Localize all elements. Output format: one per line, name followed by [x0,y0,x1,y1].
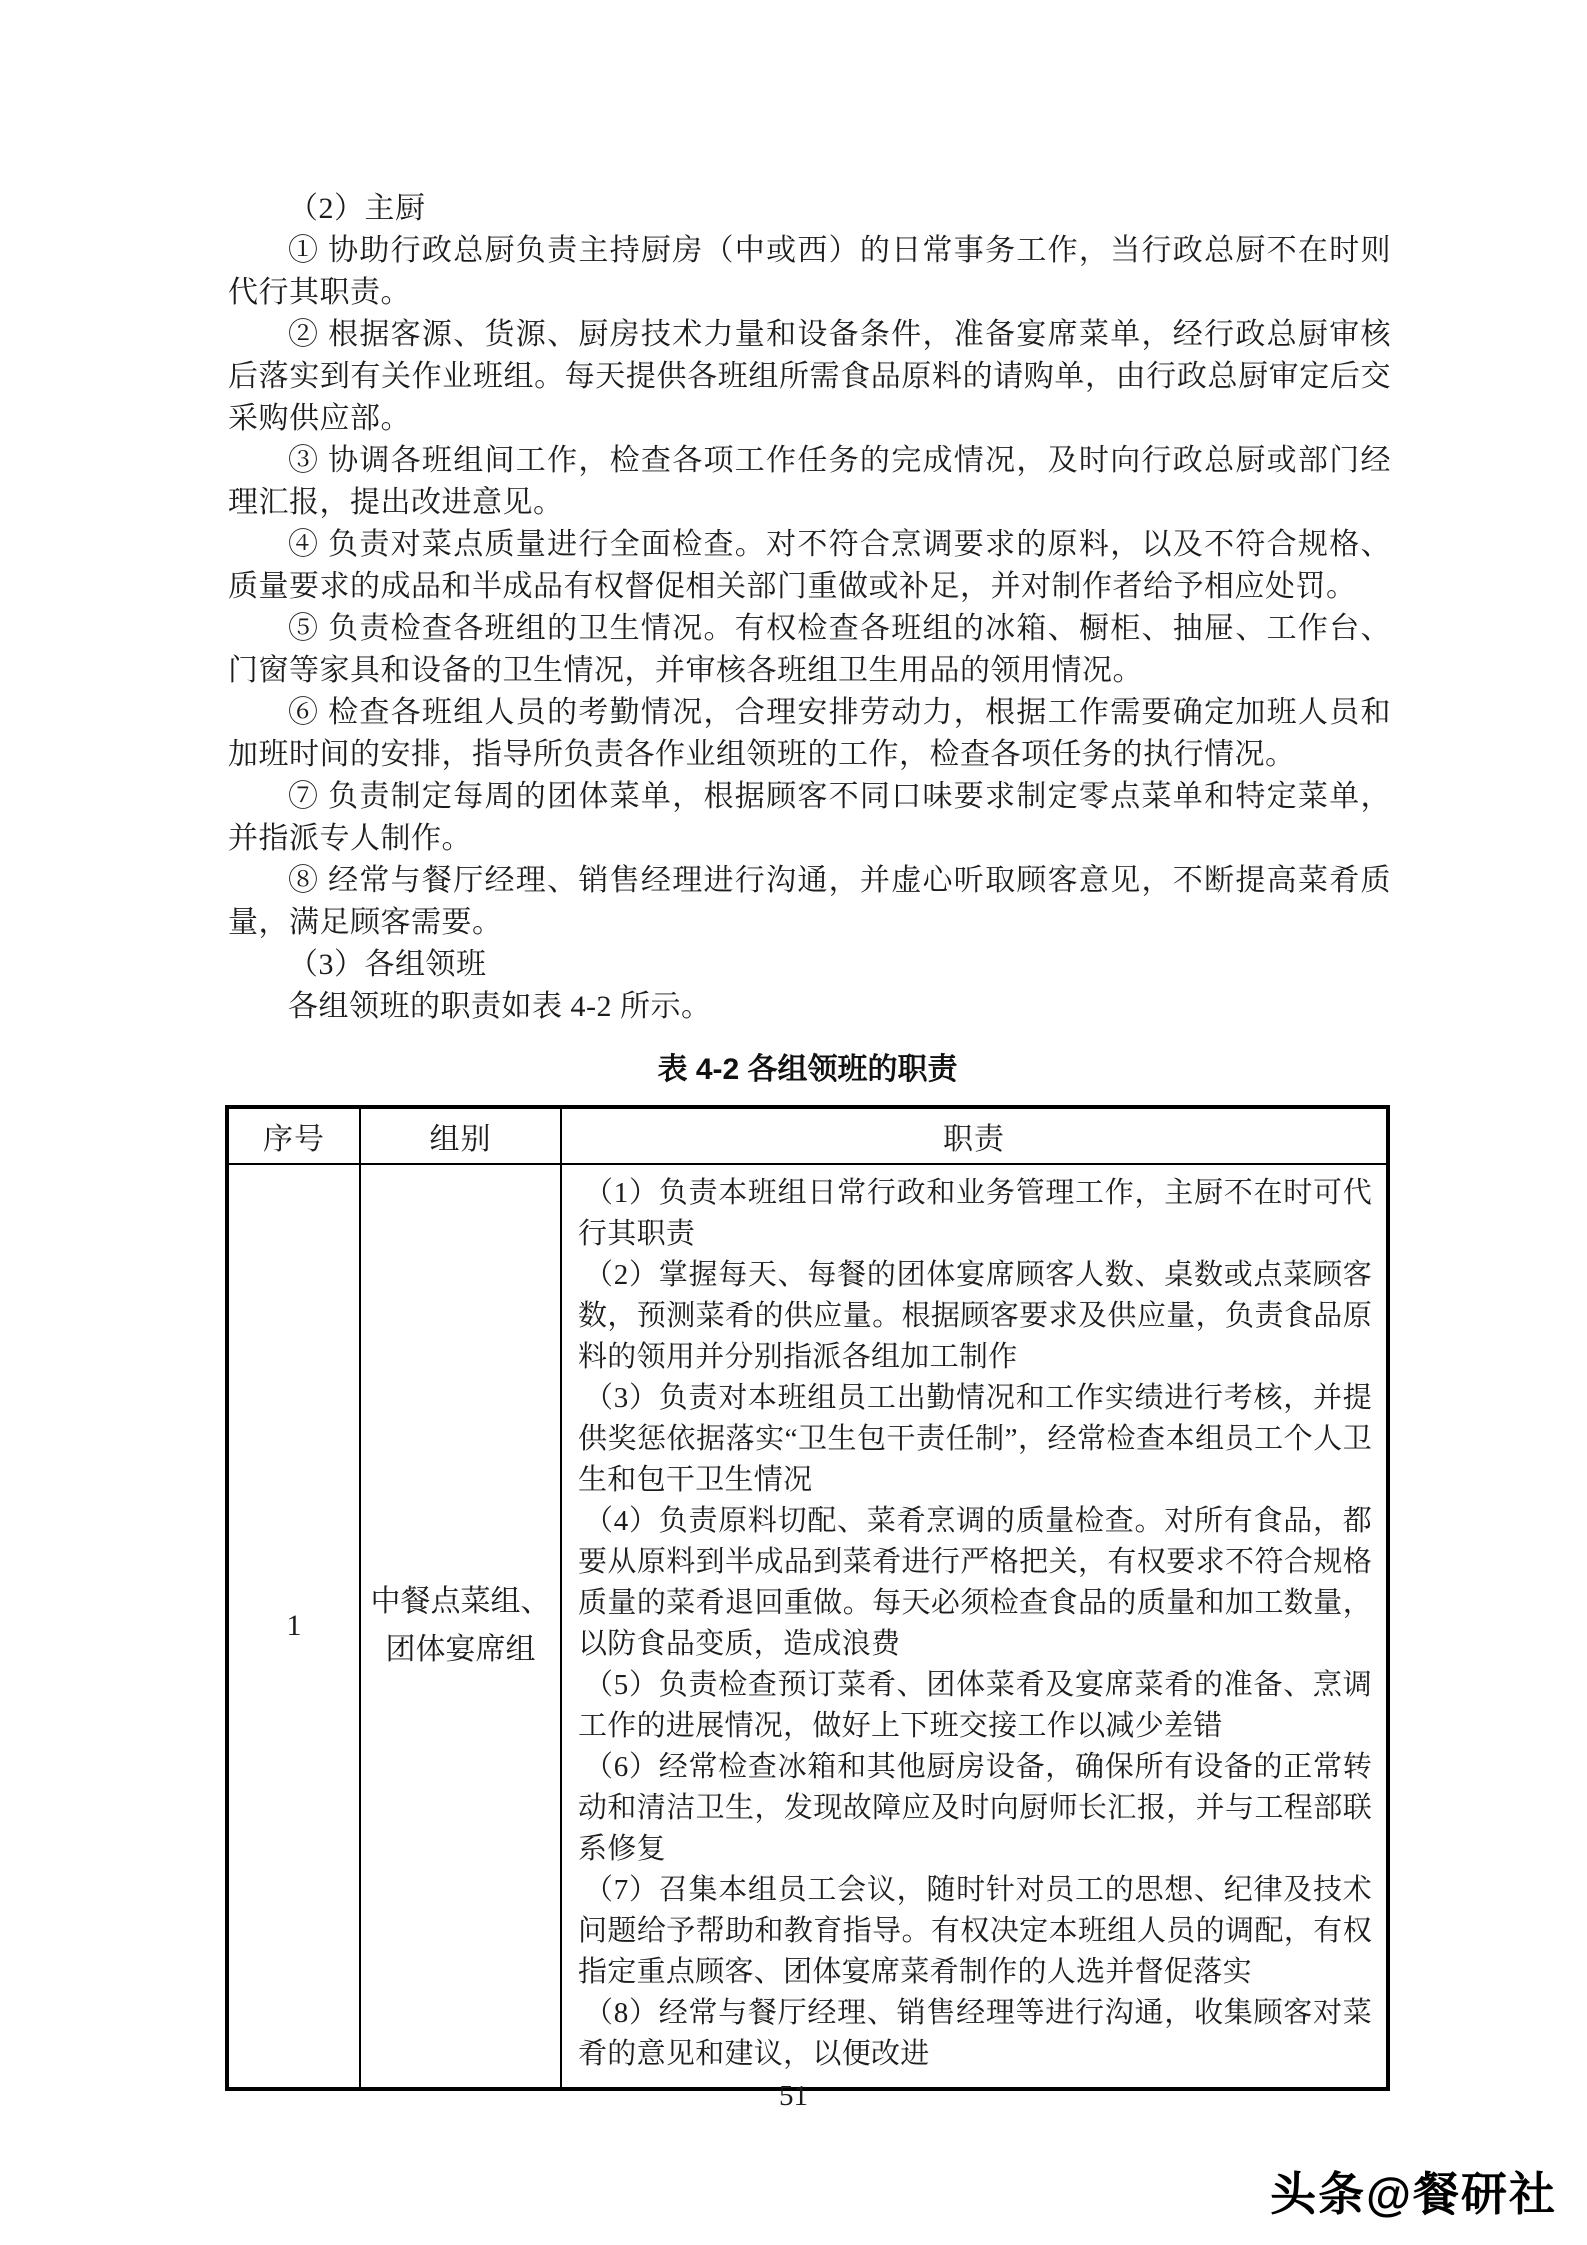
page-number: 51 [779,2080,808,2112]
paragraph: ① 协助行政总厨负责主持厨房（中或西）的日常事务工作，当行政总厨不在时则代行其职责。 [228,234,1391,309]
body-text [228,188,1391,1028]
paragraph: ⑦ 负责制定每周的团体菜单，根据顾客不同口味要求制定零点菜单和特定菜单，并指派专人制作。 [228,780,1391,855]
col-header-duty: 职责 [561,1107,1388,1164]
paragraph: ③ 协调各班组间工作，检查各项工作任务的完成情况，及时向行政总厨或部门经理汇报，提出改进意见。 [228,444,1391,519]
paragraph: ④ 负责对菜点质量进行全面检查。对不符合烹调要求的原料，以及不符合规格、质量要求的成品和半成品有权督促相关部门重做或补足，并对制作者给予相应处罚。 [228,528,1391,603]
table-row [227,1164,1388,2089]
table-caption: 表 4-2 各组领班的职责 [657,1053,958,1086]
col-header-index: 序号 [227,1107,360,1164]
duty-item: （5）负责检查预订菜肴、团体菜肴及宴席菜肴的准备、烹调工作的进展情况，做好上下班交接工作以减少差错 [578,1669,1372,1742]
duty-item: （3）负责对本班组员工出勤情况和工作实绩进行考核，并提供奖惩依据落实“卫生包干责任制”，经常检查本组员工个人卫生和包干卫生情况 [578,1382,1372,1496]
paragraph: （2）主厨 [288,192,426,225]
duty-item: （1）负责本班组日常行政和业务管理工作，主厨不在时可代行其职责 [578,1177,1372,1250]
group-line: 中餐点菜组、 [370,1585,551,1618]
duties-table [225,1105,1390,2091]
paragraph: （3）各组领班 [288,948,487,981]
paragraph: ⑤ 负责检查各班组的卫生情况。有权检查各班组的冰箱、橱柜、抽屉、工作台、门窗等家具和设备的卫生情况，并审核各班组卫生用品的领用情况。 [228,612,1391,687]
paragraph: ⑧ 经常与餐厅经理、销售经理进行沟通，并虚心听取顾客意见，不断提高菜肴质量，满足顾客需要。 [228,864,1391,939]
duty-item: （4）负责原料切配、菜肴烹调的质量检查。对所有食品，都要从原料到半成品到菜肴进行严格把关，有权要求不符合规格质量的菜肴退回重做。每天必须检查食品的质量和加工数量，以防食品变质，造成浪费 [578,1505,1372,1660]
group-cell [360,1164,561,2089]
paragraph: ② 根据客源、货源、厨房技术力量和设备条件，准备宴席菜单，经行政总厨审核后落实到有关作业班组。每天提供各班组所需食品原料的请购单，由行政总厨审定后交采购供应部。 [228,318,1391,435]
col-header-group: 组别 [360,1107,561,1164]
duties-cell [561,1164,1388,2089]
table-header-row [227,1107,1388,1164]
duty-item: （8）经常与餐厅经理、销售经理等进行沟通，收集顾客对菜肴的意见和建议，以便改进 [578,1997,1372,2070]
row-index-cell: 1 [227,1164,360,2089]
watermark: 头条@餐研社 [1270,2168,1557,2220]
duty-item: （6）经常检查冰箱和其他厨房设备，确保所有设备的正常转动和清洁卫生，发现故障应及时向厨师长汇报，并与工程部联系修复 [578,1751,1372,1865]
paragraph: 各组领班的职责如表 4-2 所示。 [288,990,712,1023]
duty-item: （7）召集本组员工会议，随时针对员工的思想、纪律及技术问题给予帮助和教育指导。有权决定本班组人员的调配，有权指定重点顾客、团体宴席菜肴制作的人选并督促落实 [578,1874,1372,1988]
duty-item: （2）掌握每天、每餐的团体宴席顾客人数、桌数或点菜顾客数，预测菜肴的供应量。根据顾客要求及供应量，负责食品原料的领用并分别指派各组加工制作 [578,1259,1372,1373]
paragraph: ⑥ 检查各班组人员的考勤情况，合理安排劳动力，根据工作需要确定加班人员和加班时间的安排，指导所负责各作业组领班的工作，检查各项任务的执行情况。 [228,696,1391,771]
group-line: 团体宴席组 [385,1633,536,1666]
